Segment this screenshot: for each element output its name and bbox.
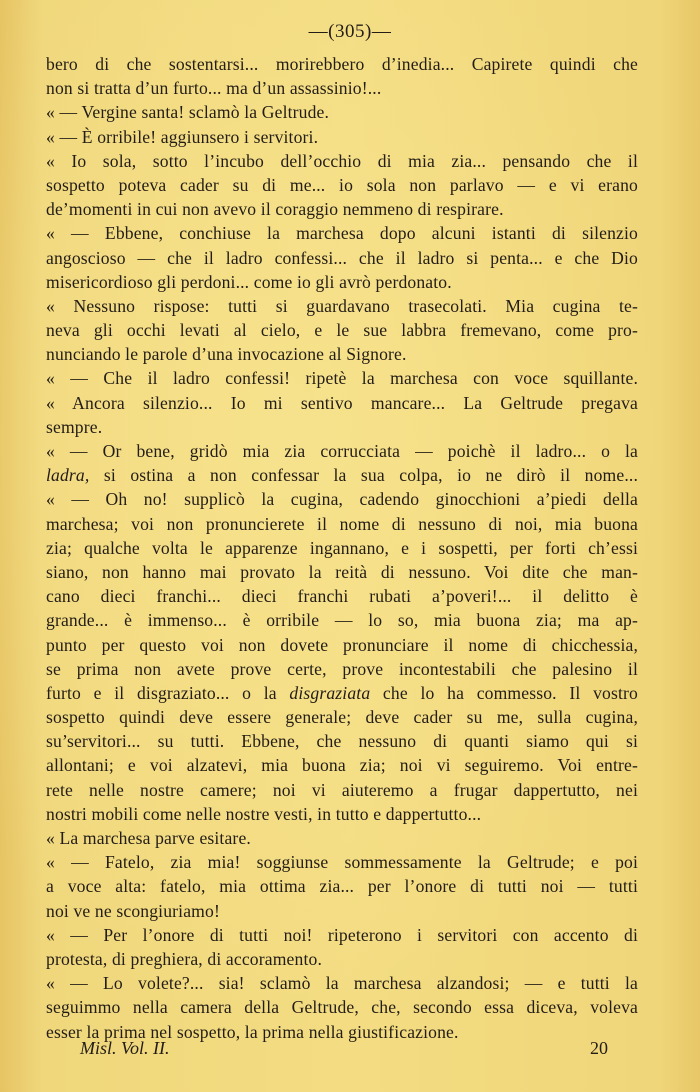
text-run: che lo ha commesso. Il vostro (370, 682, 638, 703)
text-line: « — Fatelo, zia mia! soggiunse sommessamente la Geltrude; e poi (46, 852, 638, 873)
text-line: noi ve ne scongiuriamo! (46, 900, 220, 921)
text-line: de’momenti in cui non avevo il coraggio nemmeno di respirare. (46, 199, 504, 220)
text-line: « — Or bene, gridò mia zia corrucciata — poichè il ladro... o la (46, 441, 638, 461)
text-line: seguimmo nella camera della Geltrude, che, secondo essa diceva, voleva (46, 997, 638, 1018)
text-line: sempre. (46, 416, 103, 437)
text-line: marchesa; voi non pronuncierete il nome di nessuno di noi, mia buona (46, 513, 638, 534)
text-line: rete nelle nostre camere; noi vi aiuteremo a frugar dappertutto, nei (46, 779, 638, 800)
text-line: nunciando le parole d’una invocazione al Signore. (46, 344, 407, 365)
italic-text-run: ladra, (46, 465, 90, 486)
text-line (46, 681, 638, 705)
text-line: a voce alta: fatelo, mia ottima zia... per l’onore di tutti noi — tutti (46, 876, 638, 897)
text-line: « — Ebbene, conchiuse la marchesa dopo alcuni istanti di silenzio (46, 223, 638, 244)
signature-number: 20 (590, 1038, 608, 1058)
text-line: se prima non avete prove certe, prove incontestabili che palesino il (46, 658, 638, 679)
page-body-text (46, 52, 638, 1044)
page-number-header: —(305)— (308, 21, 392, 42)
text-line: misericordioso gli perdoni... come io gli avrò perdonato. (46, 271, 452, 292)
text-line: su’servitori... su tutti. Ebbene, che nessuno di quanti siamo qui si (46, 731, 638, 752)
text-line: nostri mobili come nelle nostre vesti, in tutto e dappertutto... (46, 803, 482, 824)
text-line: neva gli occhi levati al cielo, e le sue labbra fremevano, come pro- (46, 320, 638, 341)
text-line: « — Vergine santa! sclamò la Geltrude. (46, 102, 330, 123)
text-line: esser la prima nel sospetto, la prima nella giustificazione. (46, 1021, 459, 1042)
text-line: bero di che sostentarsi... morirebbero d’inedia... Capirete quindi che (46, 54, 638, 74)
text-line: « — Per l’onore di tutti noi! ripeterono i servitori con accento di (46, 924, 638, 945)
text-line: « Io sola, sotto l’incubo dell’occhio di mia zia... pensando che il (46, 150, 638, 171)
text-line: « — Oh no! supplicò la cugina, cadendo ginocchioni a’piedi della (46, 489, 638, 510)
text-line: angoscioso — che il ladro confessi... che il ladro si penta... e che Dio (46, 247, 638, 268)
italic-text-run: disgraziata (289, 682, 371, 703)
text-line: « — Che il ladro confessi! ripetè la marchesa con voce squillante. (46, 368, 638, 389)
text-line: grande... è immenso... è orribile — lo so, mia buona zia; ma ap- (46, 610, 638, 631)
signature-mark: Misl. Vol. II. (80, 1038, 170, 1058)
text-line: punto per questo voi non dovete pronunciare il nome di chicchessia, (46, 634, 638, 655)
text-line: sospetto poteva cader su di me... io sola non parlavo — e vi erano (46, 174, 638, 195)
text-line: non si tratta d’un furto... ma d’un assassinio!... (46, 78, 382, 99)
text-run: furto e il disgraziato... o la (46, 682, 290, 703)
text-line: « — È orribile! aggiunsero i servitori. (46, 126, 319, 147)
text-line: allontani; e voi alzatevi, mia buona zia; noi vi seguiremo. Voi entre- (46, 755, 638, 776)
text-line: « La marchesa parve esitare. (46, 828, 251, 848)
text-line: siano, non hanno mai provato la reità di nessuno. Voi dite che man- (46, 561, 638, 582)
text-line: zia; qualche volta le apparenze ingannano, e i sospetti, per forti ch’essi (46, 537, 638, 558)
text-line (46, 463, 638, 487)
text-run: si ostina a non confessar la sua colpa, io ne dirò il nome... (89, 465, 638, 486)
page-footer (80, 1036, 608, 1060)
text-line: cano dieci franchi... dieci franchi rubati a’poveri!... il delitto è (46, 586, 638, 607)
text-line: « Nessuno rispose: tutti si guardavano trasecolati. Mia cugina te- (46, 295, 638, 316)
text-line: sospetto quindi deve essere generale; deve cader su me, sulla cugina, (46, 707, 638, 728)
text-line: « Ancora silenzio... Io mi sentivo mancare... La Geltrude pregava (46, 392, 638, 413)
text-line: protesta, di preghiera, di accoramento. (46, 948, 322, 969)
text-line: « — Lo volete?... sia! sclamò la marchesa alzandosi; — e tutti la (46, 973, 638, 994)
